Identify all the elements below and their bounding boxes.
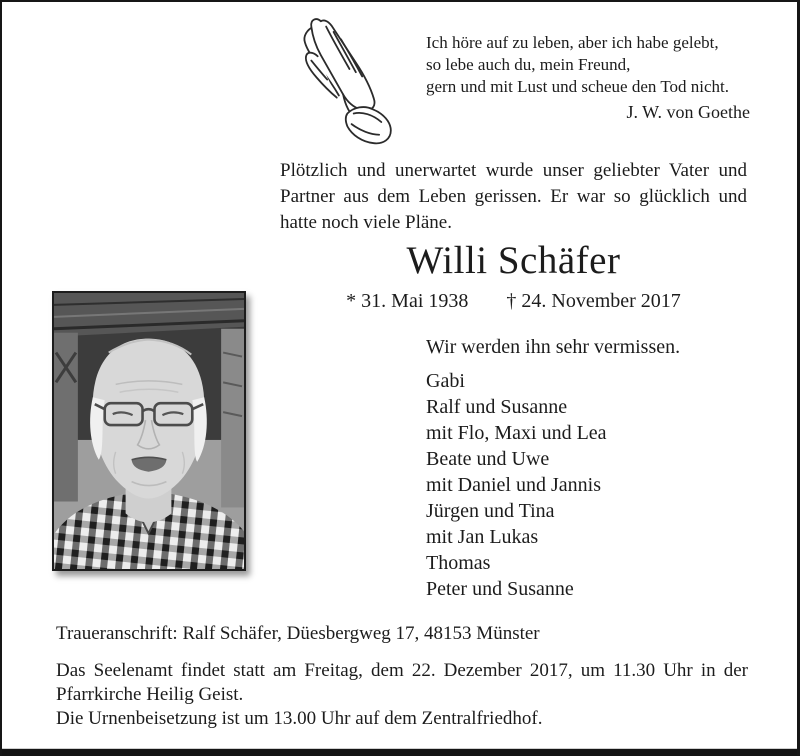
portrait-photo [52, 291, 246, 571]
farewell-line: Wir werden ihn sehr vermissen. [426, 336, 681, 358]
mourner-item: Peter und Susanne [426, 578, 574, 600]
quote-line: Ich höre auf zu leben, aber ich habe gelebt, [426, 33, 719, 52]
quote-attribution: J. W. von Goethe [626, 102, 750, 122]
scan-edge-bar [2, 748, 797, 756]
mourner-item: Jürgen und Tina [426, 500, 555, 522]
mourner-item: mit Jan Lukas [426, 526, 539, 548]
mourner-item: mit Daniel und Jannis [426, 474, 601, 496]
funeral-service-info: Das Seelenamt findet statt am Freitag, dem 22. Dezember 2017, um 11.30 Uhr in der Pfarrkirche Heilig Geist. [56, 660, 748, 705]
death-date: † 24. November 2017 [506, 290, 681, 312]
mourners-list [426, 368, 607, 602]
quote-line: so lebe auch du, mein Freund, [426, 55, 631, 74]
praying-hands-icon [288, 16, 394, 146]
mourner-item: Beate und Uwe [426, 448, 550, 470]
mourner-item: Ralf und Susanne [426, 396, 568, 418]
life-dates [280, 290, 747, 313]
mourner-item: Gabi [426, 370, 465, 392]
mourner-item: mit Flo, Maxi und Lea [426, 422, 607, 444]
deceased-name: Willi Schäfer [406, 239, 621, 282]
urn-burial-info: Die Urnenbeisetzung ist um 13.00 Uhr auf dem Zentralfriedhof. [56, 708, 543, 729]
mourning-address: Traueranschrift: Ralf Schäfer, Düesbergweg 17, 48153 Münster [56, 623, 540, 644]
birth-date: * 31. Mai 1938 [346, 290, 469, 312]
quote-block [426, 32, 756, 123]
quote-line: gern und mit Lust und scheue den Tod nicht. [426, 77, 730, 96]
mourner-item: Thomas [426, 552, 491, 574]
intro-paragraph: Plötzlich und unerwartet wurde unser geliebter Vater und Partner aus dem Leben gerissen. Er war so glücklich und hatte noch viele Pläne. [280, 160, 747, 233]
